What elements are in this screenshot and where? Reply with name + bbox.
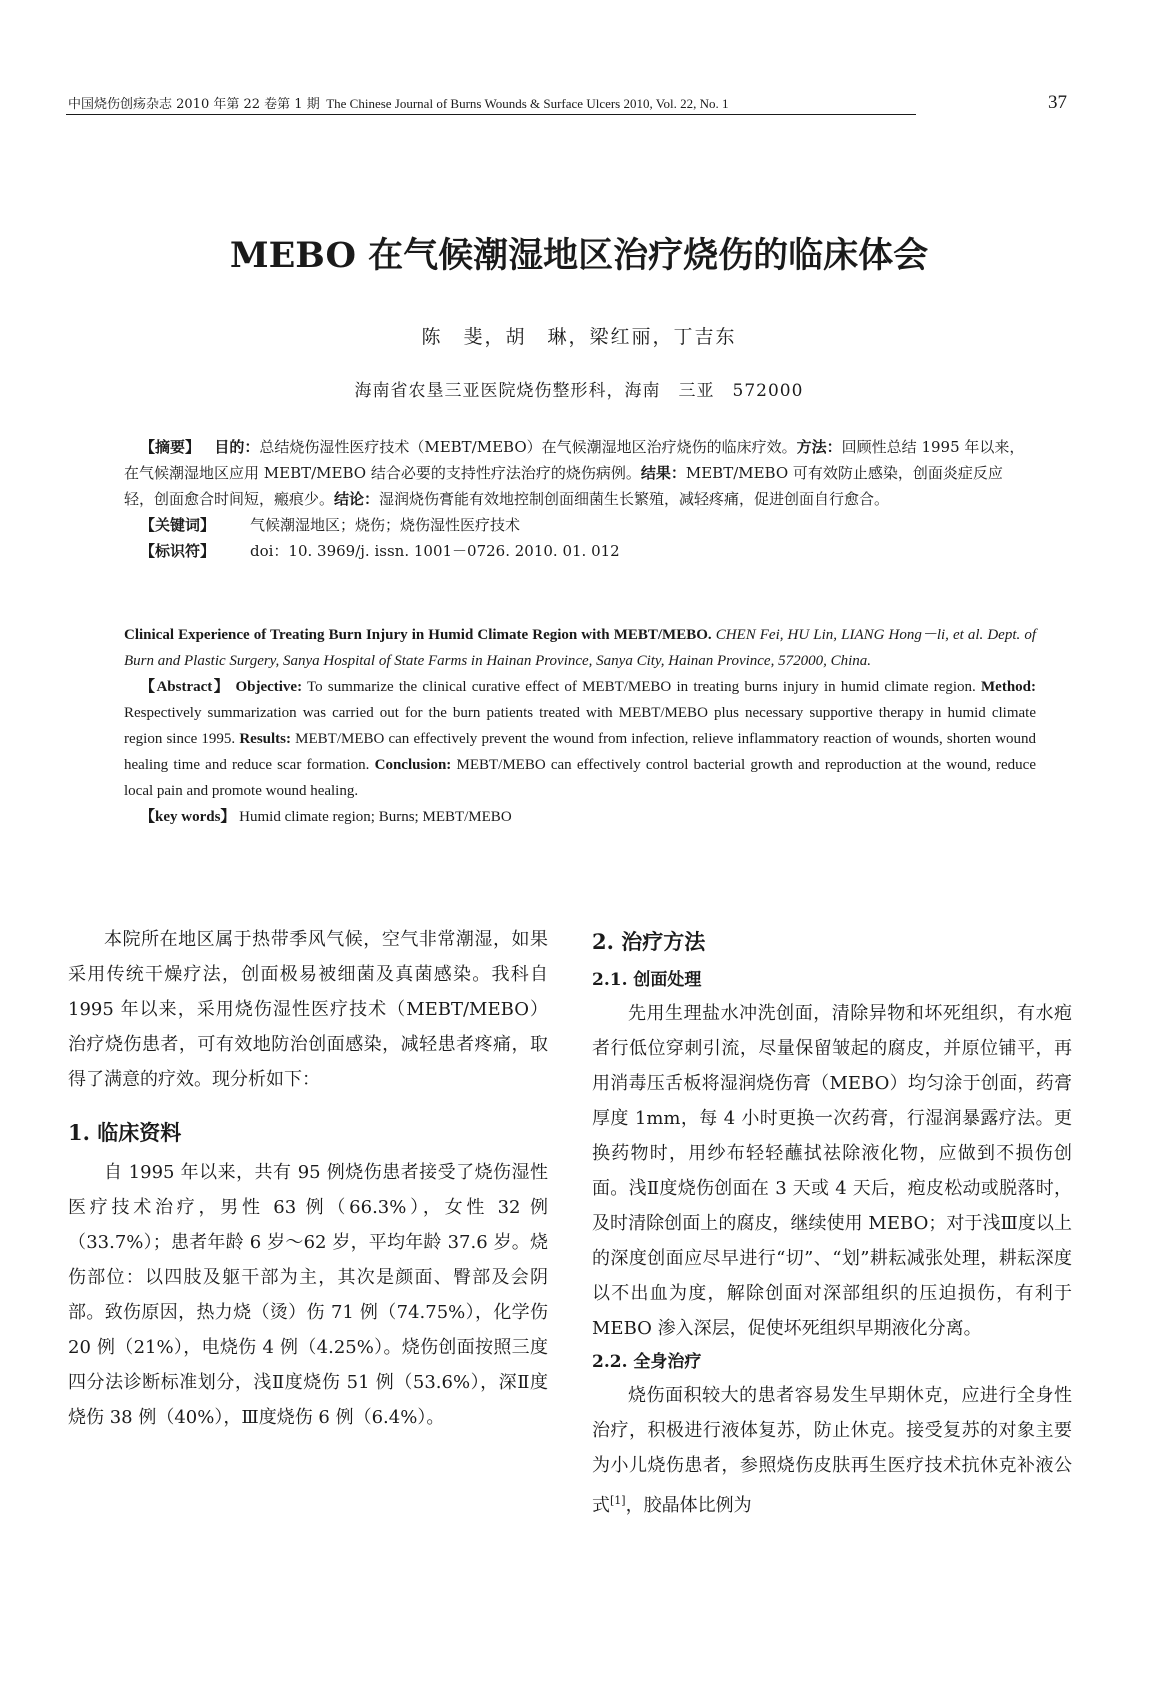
abstract-en-heading bbox=[124, 622, 1036, 674]
doi-label: 【标识符】 bbox=[140, 542, 216, 560]
section-2-1-paragraph: 先用生理盐水冲洗创面，清除异物和坏死组织，有水疱者行低位穿刺引流，尽量保留皱起的腐皮，并原位铺平，再用消毒压舌板将湿润烧伤膏（MEBO）均匀涂于创面，药膏厚度 1mm，每 4 小时更换一次药膏，行湿润暴露疗法。更换药物时，用纱布轻轻蘸拭祛除液化物，应做到不损伤创面。浅Ⅱ度烧伤创面在 3 天或 4 天后，疱皮松动或脱落时，及时清除创面上的腐皮，继续使用 MEBO；对于浅Ⅲ度以上的深度创面应尽早进行“切”、“划”耕耘减张处理，耕耘深度以不出血为度，解除创面对深部组织的压迫损伤，有利于 MEBO 渗入深层，促使坏死组织早期液化分离。 bbox=[592, 1003, 1072, 1339]
conclusion-text-cn: 湿润烧伤膏能有效地控制创面细菌生长繁殖，减轻疼痛，促进创面自行愈合。 bbox=[379, 490, 890, 508]
keywords-label-cn: 【关键词】 bbox=[140, 516, 216, 534]
method-text-cn: 回顾性总结 1995 年以来，在气候潮湿地区应用 MEBT/MEBO 结合必要的支持性疗法治疗的烧伤病例。 bbox=[124, 438, 1025, 482]
section-1-heading: 1. 临床资料 bbox=[68, 1120, 182, 1145]
left-column bbox=[68, 922, 548, 1435]
method-label-en: Method: bbox=[981, 679, 1037, 695]
reference-marker: [1] bbox=[610, 1494, 626, 1507]
doi-text: doi：10. 3969/j. issn. 1001－0726. 2010. 01. 012 bbox=[250, 542, 620, 560]
journal-name-en: The Chinese Journal of Burns Wounds & Surface Ulcers 2010, Vol. 22, No. 1 bbox=[326, 96, 729, 111]
keywords-text-cn: 气候潮湿地区；烧伤；烧伤湿性医疗技术 bbox=[250, 516, 521, 534]
results-label-en: Results: bbox=[239, 731, 292, 747]
method-label-cn: 方法： bbox=[796, 438, 842, 456]
article-title: MEBO 在气候潮湿地区治疗烧伤的临床体会 bbox=[229, 235, 929, 276]
keywords-label-en: 【key words】 bbox=[140, 809, 236, 825]
en-title: Clinical Experience of Treating Burn Injury in Humid Climate Region with MEBT/MEBO. bbox=[124, 627, 712, 643]
en-authors-affiliation: CHEN Fei, HU Lin, LIANG Hong－li, et al. Dept. of Burn and Plastic Surgery, Sanya Hospital of State Farms in Hainan Province, Sanya City, Hainan Province, 572000, China. bbox=[124, 627, 1036, 669]
conclusion-text-en: MEBT/MEBO can effectively control bacterial growth and reproduction at the wound, reduce local pain and promote wound healing. bbox=[124, 757, 1036, 799]
journal-name-cn: 中国烧伤创疡杂志 2010 年第 22 卷第 1 期 bbox=[68, 97, 320, 112]
doi-row bbox=[124, 538, 1032, 564]
keywords-row-cn bbox=[124, 512, 1032, 538]
objective-label-en: Objective: bbox=[235, 679, 303, 695]
header-rule bbox=[66, 114, 916, 115]
section-2-2-paragraph bbox=[592, 1378, 1072, 1523]
intro-paragraph: 本院所在地区属于热带季风气候，空气非常潮湿，如果采用传统干燥疗法，创面极易被细菌及真菌感染。我科自 1995 年以来，采用烧伤湿性医疗技术（MEBT/MEBO）治疗烧伤患者，可有效地防治创面感染，减轻患者疼痛，取得了满意的疗效。现分析如下： bbox=[68, 929, 548, 1090]
keywords-text-en: Humid climate region; Burns; MEBT/MEBO bbox=[239, 809, 512, 825]
abstract-cn-body bbox=[124, 434, 1032, 512]
abstract-cn bbox=[124, 434, 1032, 564]
objective-text-cn: 总结烧伤湿性医疗技术（MEBT/MEBO）在气候潮湿地区治疗烧伤的临床疗效。 bbox=[259, 438, 797, 456]
running-header bbox=[68, 96, 906, 113]
result-text-cn: MEBT/MEBO 可有效防止感染，创面炎症反应轻，创面愈合时间短，瘢痕少。 bbox=[124, 464, 1003, 508]
abstract-cn-label: 【摘要】 bbox=[140, 438, 201, 456]
abstract-en-label: 【Abstract】 bbox=[140, 679, 231, 695]
right-column bbox=[592, 924, 1072, 1523]
section-2-2-tail: ，胶晶体比例为 bbox=[625, 1495, 752, 1516]
section-2-1-heading: 2.1. 创面处理 bbox=[592, 970, 702, 990]
conclusion-label-cn: 结论： bbox=[334, 490, 380, 508]
conclusion-label-en: Conclusion: bbox=[374, 757, 452, 773]
objective-text-en: To summarize the clinical curative effect of MEBT/MEBO in treating burns injury in humid climate region. bbox=[307, 679, 976, 695]
keywords-row-en bbox=[124, 804, 1036, 830]
abstract-en-body bbox=[124, 674, 1036, 804]
abstract-en bbox=[124, 622, 1036, 830]
section-1-paragraph: 自 1995 年以来，共有 95 例烧伤患者接受了烧伤湿性医疗技术治疗，男性 63 例（66.3%），女性 32 例（33.7%）；患者年龄 6 岁～62 岁，平均年龄 37.6 岁。烧伤部位：以四肢及躯干部为主，其次是颜面、臀部及会阴部。致伤原因，热力烧（烫）伤 71 例（74.75%），化学伤 20 例（21%），电烧伤 4 例（4.25%）。烧伤创面按照三度四分法诊断标准划分，浅Ⅱ度烧伤 51 例（53.6%），深Ⅱ度烧伤 38 例（40%），Ⅲ度烧伤 6 例（6.4%）。 bbox=[68, 1162, 548, 1428]
article-authors: 陈 斐，胡 琳，梁红丽，丁吉东 bbox=[421, 326, 737, 348]
section-2-2-text: 烧伤面积较大的患者容易发生早期休克，应进行全身性治疗，积极进行液体复苏，防止休克。接受复苏的对象主要为小儿烧伤患者，参照烧伤皮肤再生医疗技术抗休克补液公式 bbox=[592, 1385, 1072, 1516]
result-label-cn: 结果： bbox=[640, 464, 686, 482]
article-affiliation: 海南省农垦三亚医院烧伤整形科，海南 三亚 572000 bbox=[354, 381, 804, 401]
section-2-2-heading: 2.2. 全身治疗 bbox=[592, 1352, 702, 1372]
page-number: 37 bbox=[1048, 92, 1067, 113]
section-2-heading: 2. 治疗方法 bbox=[592, 929, 706, 954]
results-text-en: MEBT/MEBO can effectively prevent the wound from infection, relieve inflammatory reaction of wounds, shorten wound healing time and reduce scar formation. bbox=[124, 731, 1037, 773]
objective-label-cn: 目的： bbox=[214, 438, 260, 456]
method-text-en: Respectively summarization was carried out for the burn patients treated with MEBT/MEBO plus necessary supportive therapy in humid climate region since 1995. bbox=[124, 705, 1036, 747]
